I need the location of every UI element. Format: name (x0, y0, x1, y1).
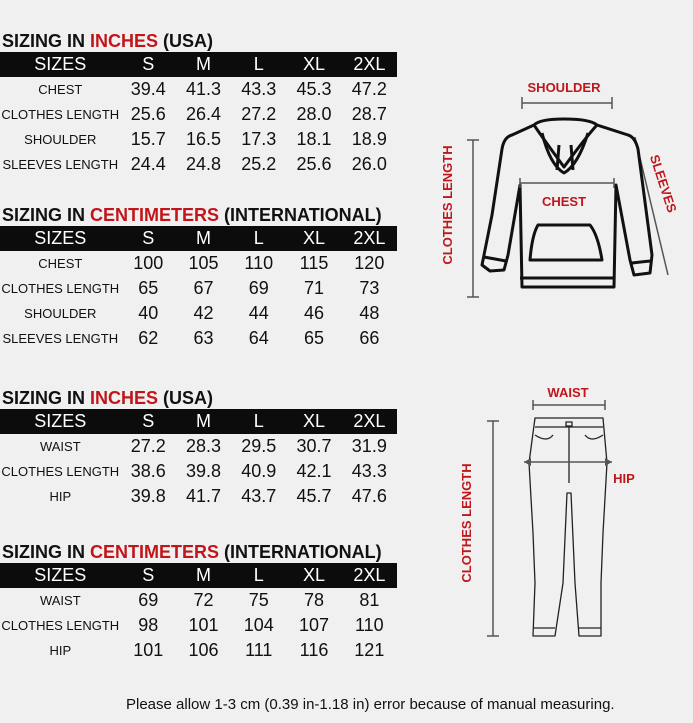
table-row (0, 638, 397, 663)
header-cell: 2XL (353, 411, 386, 431)
table-cell: 38.6 (130, 461, 166, 481)
table-row (0, 588, 397, 613)
table-cell: 28.3 (185, 436, 222, 456)
table-header-row (0, 563, 397, 588)
table-cell: 29.5 (241, 436, 277, 456)
table-cell: 43.3 (351, 461, 387, 481)
table-cell: 17.3 (241, 129, 277, 149)
table-cell: 43.3 (241, 79, 277, 99)
table-cell: 45.7 (296, 486, 332, 506)
table-cell: 28.0 (296, 104, 332, 124)
table-cell: 47.2 (351, 79, 387, 99)
table-header-row (0, 226, 397, 251)
table-cell: 110 (244, 253, 274, 273)
table-cell: 39.4 (130, 79, 166, 99)
table-cell: 47.6 (351, 486, 387, 506)
table-cell: 25.2 (241, 154, 277, 174)
table-row (0, 301, 397, 326)
table-cell: 25.6 (130, 104, 166, 124)
pants-clothes-length-label: CLOTHES LENGTH (459, 463, 474, 583)
table-cell: 120 (354, 253, 385, 273)
table-row (0, 77, 397, 102)
table-row (0, 127, 397, 152)
header-cell: XL (303, 228, 326, 248)
header-cell: L (253, 228, 264, 248)
header-cell: S (142, 54, 155, 74)
header-cell: 2XL (353, 565, 386, 585)
table-cell: 39.8 (185, 461, 222, 481)
header-cell: XL (303, 565, 326, 585)
sleeves-label: SLEEVES (646, 152, 680, 215)
table-cell: 110 (354, 615, 384, 635)
table-cell: 24.4 (130, 154, 166, 174)
row-label: SLEEVES LENGTH (2, 157, 119, 172)
table-cell: 121 (354, 640, 385, 660)
table-cell: 18.1 (296, 129, 332, 149)
table-cell: 105 (188, 253, 219, 273)
table-cell: 42.1 (296, 461, 332, 481)
table-cell: 27.2 (241, 104, 277, 124)
header-cell: S (142, 411, 155, 431)
header-cell: M (195, 565, 211, 585)
table-cell: 67 (193, 278, 214, 298)
table-cell: 16.5 (185, 129, 222, 149)
hoodie-diagram (430, 75, 693, 305)
table-cell: 44 (248, 303, 269, 323)
table-cell: 18.9 (351, 129, 387, 149)
header-cell: L (253, 411, 264, 431)
header-cell: 2XL (353, 54, 386, 74)
table-row (0, 276, 397, 301)
table-cell: 28.7 (351, 104, 387, 124)
table-cell: 116 (299, 640, 329, 660)
table-cell: 100 (133, 253, 164, 273)
table-cell: 43.7 (241, 486, 277, 506)
table-cell: 65 (138, 278, 159, 298)
table-cell: 41.3 (185, 79, 222, 99)
clothes-length-label: CLOTHES LENGTH (440, 145, 455, 265)
table-cell: 111 (245, 640, 273, 660)
row-label: WAIST (39, 439, 81, 454)
table-cell: 72 (193, 590, 214, 610)
row-label: SHOULDER (24, 132, 97, 147)
header-cell: 2XL (353, 228, 386, 248)
chest-label: CHEST (541, 194, 587, 209)
table-row (0, 326, 397, 351)
table-cell: 101 (133, 640, 164, 660)
table-cell: 78 (304, 590, 325, 610)
table-row (0, 251, 397, 276)
table-cell: 45.3 (296, 79, 332, 99)
header-cell: SIZES (34, 411, 87, 431)
table-cell: 26.0 (351, 154, 387, 174)
table-cell: 81 (359, 590, 380, 610)
table-cell: 69 (248, 278, 269, 298)
table-cell: 64 (248, 328, 269, 348)
header-cell: S (142, 565, 155, 585)
table-cell: 98 (138, 615, 159, 635)
table-cell: 40.9 (241, 461, 277, 481)
table-cell: 31.9 (351, 436, 387, 456)
row-label: CLOTHES LENGTH (1, 464, 120, 479)
table-cell: 62 (138, 328, 159, 348)
table-cell: 41.7 (185, 486, 222, 506)
table-cell: 26.4 (185, 104, 222, 124)
header-cell: M (195, 228, 211, 248)
table-cell: 46 (304, 303, 325, 323)
row-label: CHEST (38, 82, 83, 97)
table-cell: 27.2 (130, 436, 166, 456)
size-table (0, 226, 397, 351)
header-cell: S (142, 228, 155, 248)
row-label: SHOULDER (24, 306, 97, 321)
header-cell: XL (303, 54, 326, 74)
size-table (0, 409, 397, 509)
header-cell: SIZES (34, 565, 87, 585)
table-row (0, 459, 397, 484)
table-cell: 15.7 (130, 129, 166, 149)
table-cell: 107 (299, 615, 330, 635)
pants-cm-table-block (0, 541, 400, 663)
table-cell: 48 (359, 303, 380, 323)
table-cell: 106 (188, 640, 219, 660)
table-title: SIZING IN INCHES (USA) (2, 388, 214, 408)
table-cell: 39.8 (130, 486, 166, 506)
measurement-note: Please allow 1-3 cm (0.39 in-1.18 in) error because of manual measuring. (126, 696, 615, 713)
table-cell: 24.8 (185, 154, 222, 174)
table-row (0, 613, 397, 638)
row-label: CHEST (38, 256, 83, 271)
header-cell: L (253, 565, 264, 585)
table-row (0, 484, 397, 509)
table-cell: 65 (304, 328, 325, 348)
table-row (0, 152, 397, 177)
table-cell: 71 (304, 278, 325, 298)
table-cell: 69 (138, 590, 159, 610)
size-table (0, 52, 397, 177)
table-cell: 30.7 (296, 436, 332, 456)
table-cell: 25.6 (296, 154, 332, 174)
row-label: HIP (49, 489, 72, 504)
table-title: SIZING IN CENTIMETERS (INTERNATIONAL) (2, 542, 382, 562)
table-cell: 115 (299, 253, 329, 273)
table-header-row (0, 409, 397, 434)
pants-outline (529, 418, 607, 636)
table-cell: 104 (243, 615, 274, 635)
table-title: SIZING IN CENTIMETERS (INTERNATIONAL) (2, 205, 382, 225)
table-cell: 75 (248, 590, 269, 610)
table-cell: 42 (193, 303, 214, 323)
table-header-row (0, 52, 397, 77)
header-cell: XL (303, 411, 326, 431)
shoulder-label: SHOULDER (527, 80, 601, 95)
hoodie-cm-table-block (0, 204, 400, 351)
header-cell: M (195, 54, 211, 74)
table-cell: 66 (359, 328, 380, 348)
table-cell: 63 (193, 328, 214, 348)
header-cell: SIZES (34, 228, 87, 248)
row-label: SLEEVES LENGTH (2, 331, 119, 346)
hip-label: HIP (613, 471, 635, 486)
row-label: CLOTHES LENGTH (1, 107, 120, 122)
header-cell: SIZES (34, 54, 87, 74)
size-table (0, 563, 397, 663)
table-row (0, 102, 397, 127)
row-label: WAIST (39, 593, 81, 608)
pants-diagram (455, 383, 665, 648)
row-label: HIP (49, 643, 72, 658)
table-cell: 101 (188, 615, 219, 635)
header-cell: M (195, 411, 211, 431)
table-title: SIZING IN INCHES (USA) (2, 31, 214, 51)
table-cell: 73 (359, 278, 380, 298)
hoodie-inches-table-block (0, 30, 400, 177)
table-row (0, 434, 397, 459)
pants-inches-table-block (0, 387, 400, 509)
row-label: CLOTHES LENGTH (1, 618, 120, 633)
header-cell: L (253, 54, 264, 74)
table-cell: 40 (138, 303, 159, 323)
waist-label: WAIST (547, 385, 589, 400)
row-label: CLOTHES LENGTH (1, 281, 120, 296)
